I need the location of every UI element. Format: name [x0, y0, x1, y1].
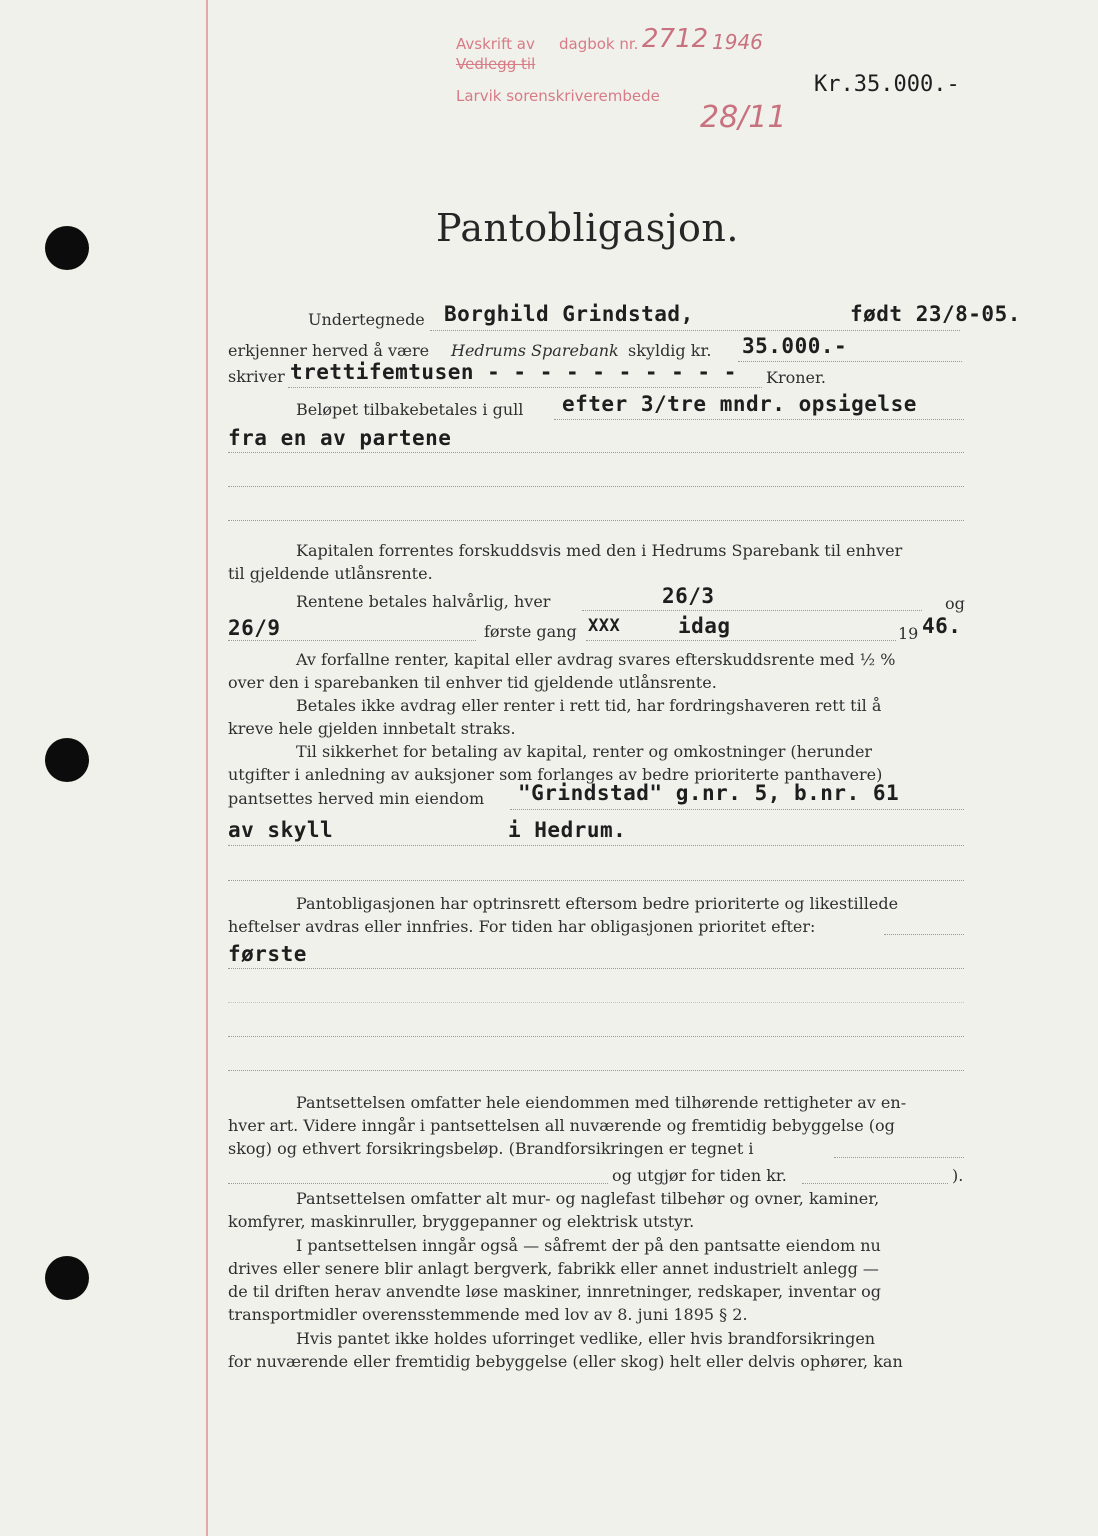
og-label: og	[945, 594, 965, 613]
prior-line1: Pantobligasjonen har optrinsrett eftersom bedre prioriterte og likestillede	[296, 894, 899, 913]
omfatter-line4-a: og utgjør for tiden kr.	[612, 1166, 787, 1185]
interest-date-2: 26/9	[228, 616, 281, 640]
omfatter-line4-b: ).	[952, 1166, 964, 1185]
stamp-embede: Larvik sorenskriverembede	[456, 87, 660, 105]
priority-value: første	[228, 942, 307, 966]
struck-text: XXX	[588, 616, 621, 636]
birth-date: født 23/8-05.	[850, 302, 1021, 326]
interest-date-1: 26/3	[662, 584, 715, 608]
first-payment-idag: idag	[678, 614, 731, 638]
year-suffix: 46.	[922, 614, 962, 638]
signer-name: Borghild Grindstad,	[444, 302, 694, 326]
hvis-line1: Hvis pantet ikke holdes uforringet vedlike, eller hvis brandforsikringen	[296, 1329, 876, 1348]
handwritten-date-note: 28/11	[700, 100, 787, 135]
inngaar-line3: de til driften herav anvendte løse maskiner, innretninger, redskaper, inventar og	[228, 1282, 881, 1301]
inngaar-line1: I pantsettelsen inngår også — såfremt der på den pantsatte eiendom nu	[296, 1236, 881, 1255]
property-designation: "Grindstad" g.nr. 5, b.nr. 61	[518, 781, 900, 805]
amount-in-words: trettifemtusen - - - - - - - - - -	[290, 360, 737, 384]
mur-line1: Pantsettelsen omfatter alt mur- og naglefast tilbehør og ovner, kaminer,	[296, 1189, 880, 1208]
erkjenner-label: erkjenner herved å være	[228, 341, 430, 360]
forfall-line1: Av forfallne renter, kapital eller avdrag svares efterskuddsrente med ½ %	[296, 650, 896, 669]
pantsettes-label: pantsettes herved min eiendom	[228, 789, 485, 808]
stamp-avskrift: Avskrift av	[456, 35, 535, 53]
repayment-terms-line2: fra en av partene	[228, 426, 452, 450]
handwritten-year: 1946	[712, 30, 763, 54]
renter-label: Rentene betales halvårlig, hver	[296, 592, 551, 611]
omfatter-line1: Pantsettelsen omfatter hele eiendommen med tilhørende rettigheter av en-	[296, 1093, 907, 1112]
omfatter-line2: hver art. Videre inngår i pantsettelsen all nuværende og fremtidig bebyggelse (og	[228, 1116, 895, 1135]
sikkerhet-line2: utgifter i anledning av auksjoner som forlanges av bedre prioriterte panthavere)	[228, 765, 883, 784]
kapital-line1: Kapitalen forrentes forskuddsvis med den i Hedrums Sparebank til enhver	[296, 541, 903, 560]
betales-line2: kreve hele gjelden innbetalt straks.	[228, 719, 516, 738]
debt-amount: 35.000.-	[742, 334, 848, 358]
page-title: Pantobligasjon.	[436, 206, 739, 250]
inngaar-line2: drives eller senere blir anlagt bergverk, fabrikk eller annet industrielt anlegg —	[228, 1259, 879, 1278]
kroner-label: Kroner.	[766, 368, 826, 387]
skyldig-label: skyldig kr.	[628, 341, 712, 360]
stamp-vedlegg: Vedlegg til	[456, 55, 536, 73]
inngaar-line4: transportmidler overensstemmende med lov av 8. juni 1895 § 2.	[228, 1305, 748, 1324]
property-skyld: av skyll	[228, 818, 334, 842]
punch-hole-top	[45, 226, 89, 270]
punch-hole-middle	[45, 738, 89, 782]
header-amount: Kr.35.000.-	[814, 72, 960, 97]
stamp-dagbok: dagbok nr.	[559, 35, 639, 53]
sikkerhet-line1: Til sikkerhet for betaling av kapital, renter og omkostninger (herunder	[296, 742, 873, 761]
margin-rule	[206, 0, 208, 1536]
mur-line2: komfyrer, maskinruller, bryggepanner og elektrisk utstyr.	[228, 1212, 695, 1231]
bank-name: Hedrums Sparebank	[451, 341, 619, 360]
forste-gang-label: første gang	[484, 622, 577, 641]
betales-line1: Betales ikke avdrag eller renter i rett tid, har fordringshaveren rett til å	[296, 696, 882, 715]
hvis-line2: for nuværende eller fremtidig bebyggelse (eller skog) helt eller delvis ophører, kan	[228, 1352, 903, 1371]
kapital-line2: til gjeldende utlånsrente.	[228, 564, 433, 583]
punch-hole-bottom	[45, 1256, 89, 1300]
skriver-label: skriver	[228, 367, 285, 386]
property-location: i Hedrum.	[508, 818, 627, 842]
undertegnede-label: Undertegnede	[308, 310, 425, 329]
prior-line2: heftelser avdras eller innfries. For tiden har obligasjonen prioritet efter:	[228, 917, 816, 936]
belopet-label: Beløpet tilbakebetales i gull	[296, 400, 524, 419]
omfatter-line3: skog) og ethvert forsikringsbeløp. (Brandforsikringen er tegnet i	[228, 1139, 754, 1158]
repayment-terms-line1: efter 3/tre mndr. opsigelse	[562, 392, 917, 416]
forfall-line2: over den i sparebanken til enhver tid gjeldende utlånsrente.	[228, 673, 717, 692]
year-prefix: 19	[898, 624, 919, 643]
handwritten-dagbok-number: 2712	[642, 24, 709, 54]
